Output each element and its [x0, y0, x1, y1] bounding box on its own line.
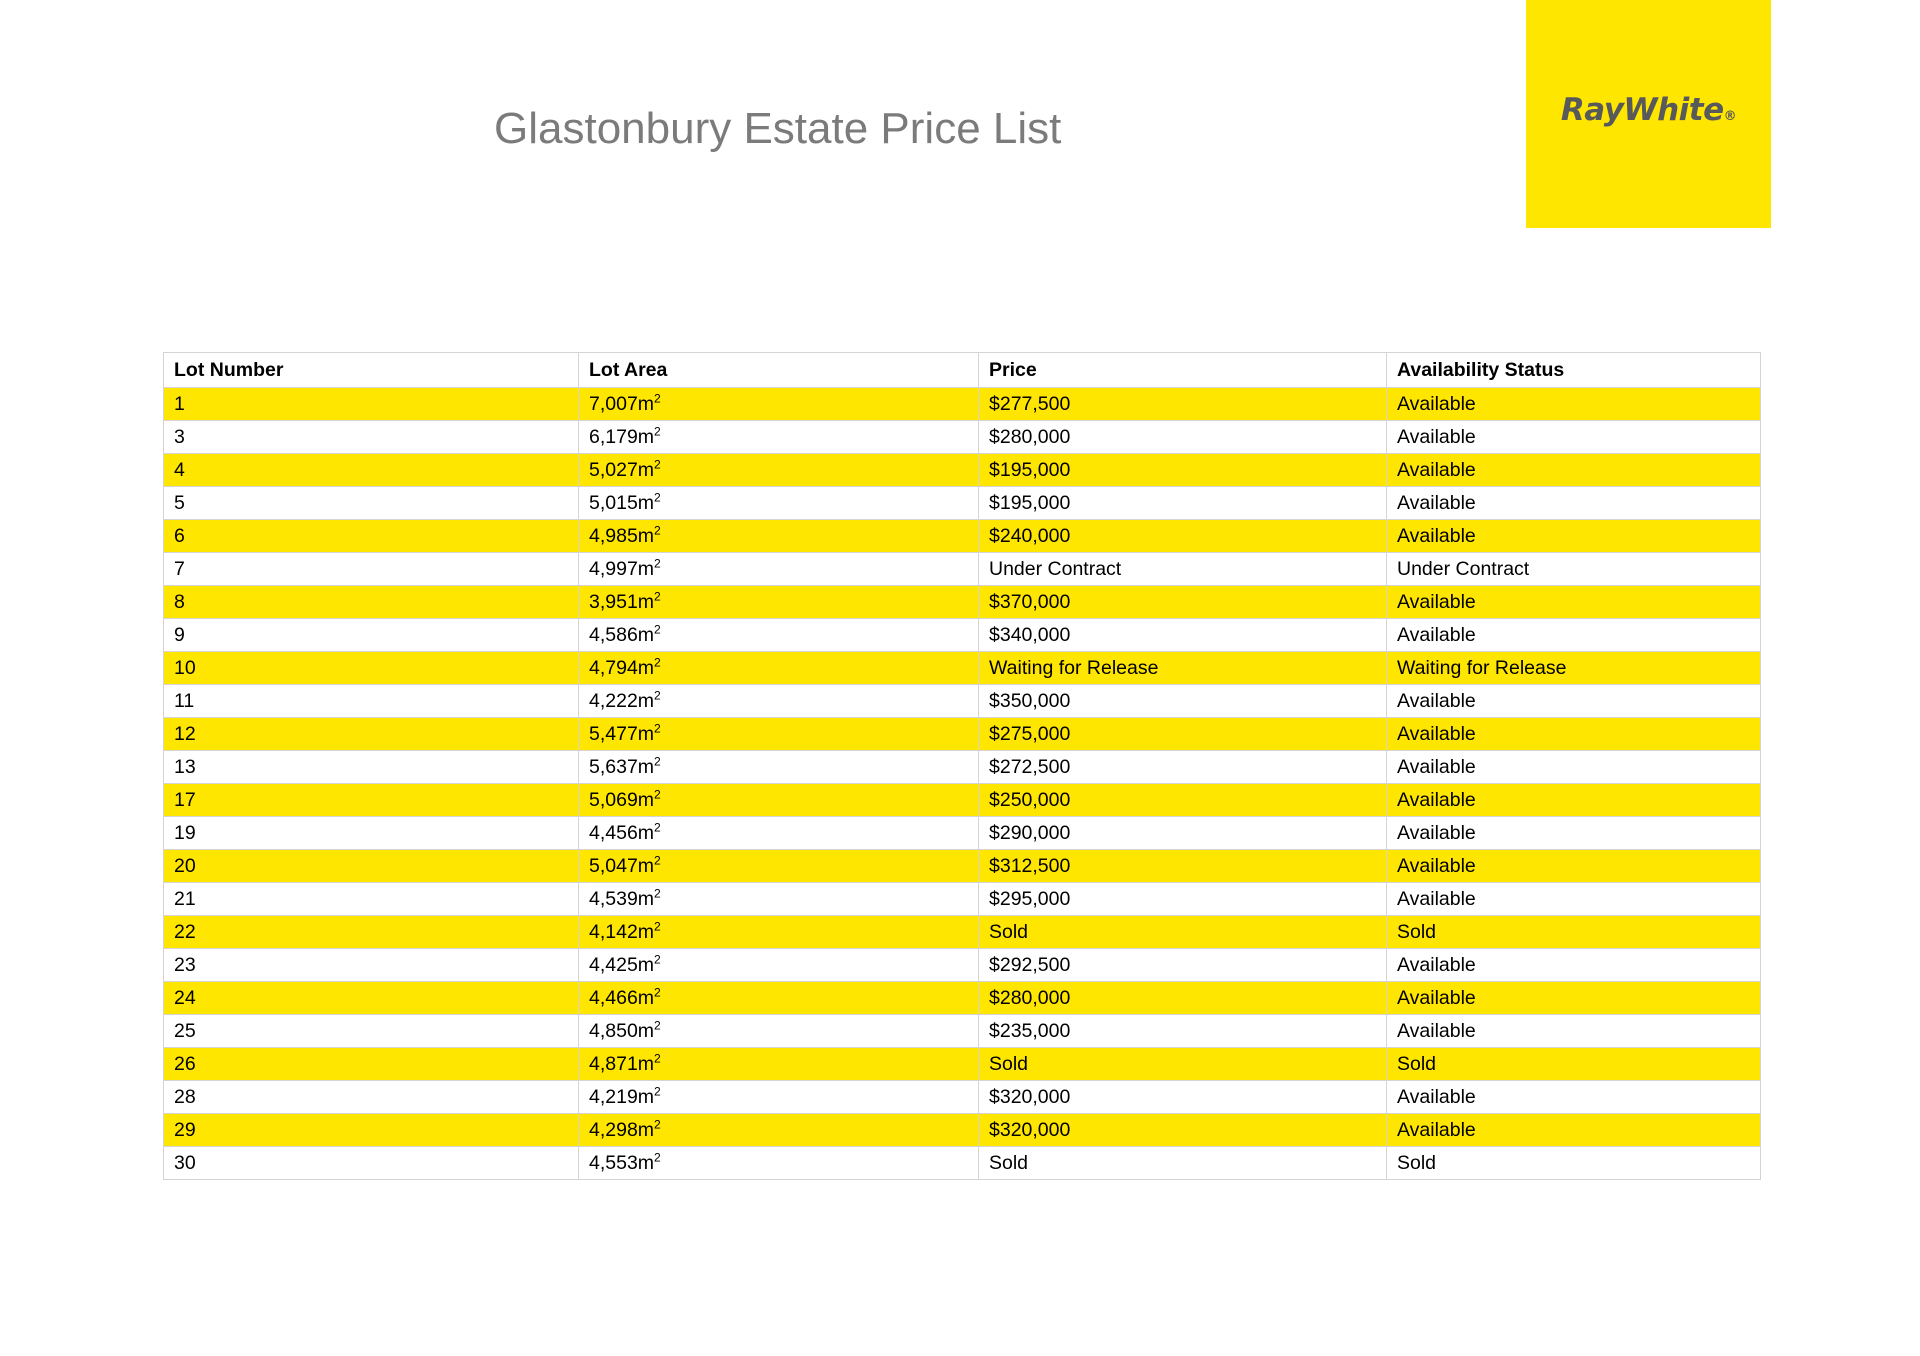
cell-lot-area	[579, 916, 979, 949]
lot-area-value: 5,027m	[589, 458, 655, 481]
cell-price: $350,000	[979, 685, 1387, 718]
cell-lot-number: 5	[164, 487, 579, 520]
cell-price: Under Contract	[979, 553, 1387, 586]
cell-lot-number: 4	[164, 454, 579, 487]
lot-area-unit-exponent: 2	[654, 787, 661, 802]
table-row	[164, 454, 1761, 487]
lot-area-unit-exponent: 2	[654, 424, 661, 439]
lot-area-value: 4,425m	[589, 953, 655, 976]
cell-lot-number: 23	[164, 949, 579, 982]
table-row	[164, 520, 1761, 553]
cell-lot-number: 17	[164, 784, 579, 817]
lot-area-value: 6,179m	[589, 425, 655, 448]
cell-price: Waiting for Release	[979, 652, 1387, 685]
cell-price: $280,000	[979, 982, 1387, 1015]
cell-lot-area	[579, 949, 979, 982]
cell-availability-status: Available	[1387, 949, 1761, 982]
cell-lot-area	[579, 388, 979, 421]
lot-area-value: 5,015m	[589, 491, 655, 514]
table-row	[164, 685, 1761, 718]
table-row	[164, 652, 1761, 685]
cell-price: $272,500	[979, 751, 1387, 784]
table-row	[164, 982, 1761, 1015]
cell-availability-status: Available	[1387, 718, 1761, 751]
cell-availability-status: Available	[1387, 388, 1761, 421]
cell-availability-status: Available	[1387, 487, 1761, 520]
cell-price: $250,000	[979, 784, 1387, 817]
cell-lot-number: 8	[164, 586, 579, 619]
table-row	[164, 619, 1761, 652]
cell-availability-status: Available	[1387, 982, 1761, 1015]
table-row	[164, 949, 1761, 982]
cell-price: Sold	[979, 1048, 1387, 1081]
cell-lot-number: 12	[164, 718, 579, 751]
table-row	[164, 388, 1761, 421]
cell-availability-status: Available	[1387, 751, 1761, 784]
lot-area-unit-exponent: 2	[654, 1150, 661, 1165]
cell-lot-number: 26	[164, 1048, 579, 1081]
cell-lot-area	[579, 751, 979, 784]
table-row	[164, 1081, 1761, 1114]
cell-lot-area	[579, 850, 979, 883]
lot-area-unit-exponent: 2	[654, 1051, 661, 1066]
cell-availability-status: Available	[1387, 817, 1761, 850]
cell-availability-status: Available	[1387, 850, 1761, 883]
cell-lot-area	[579, 817, 979, 850]
lot-area-unit-exponent: 2	[654, 490, 661, 505]
table-row	[164, 718, 1761, 751]
lot-area-value: 5,047m	[589, 854, 655, 877]
lot-area-unit-exponent: 2	[654, 1018, 661, 1033]
cell-availability-status: Sold	[1387, 1147, 1761, 1180]
lot-area-unit-exponent: 2	[654, 952, 661, 967]
lot-area-unit-exponent: 2	[654, 622, 661, 637]
cell-lot-number: 21	[164, 883, 579, 916]
lot-area-unit-exponent: 2	[654, 820, 661, 835]
table-row	[164, 850, 1761, 883]
cell-lot-area	[579, 586, 979, 619]
cell-lot-number: 11	[164, 685, 579, 718]
cell-lot-area	[579, 718, 979, 751]
table-row	[164, 751, 1761, 784]
cell-lot-area	[579, 784, 979, 817]
table-row	[164, 553, 1761, 586]
cell-lot-number: 10	[164, 652, 579, 685]
cell-lot-number: 7	[164, 553, 579, 586]
lot-area-value: 5,477m	[589, 722, 655, 745]
lot-area-value: 5,637m	[589, 755, 655, 778]
cell-lot-number: 3	[164, 421, 579, 454]
cell-lot-number: 19	[164, 817, 579, 850]
cell-price: $195,000	[979, 487, 1387, 520]
lot-area-unit-exponent: 2	[654, 523, 661, 538]
cell-availability-status: Available	[1387, 421, 1761, 454]
cell-lot-area	[579, 1015, 979, 1048]
cell-availability-status: Available	[1387, 1015, 1761, 1048]
table-row	[164, 1015, 1761, 1048]
cell-price: $370,000	[979, 586, 1387, 619]
lot-area-unit-exponent: 2	[654, 721, 661, 736]
cell-price: $235,000	[979, 1015, 1387, 1048]
lot-area-unit-exponent: 2	[654, 754, 661, 769]
cell-lot-number: 25	[164, 1015, 579, 1048]
table-row	[164, 784, 1761, 817]
lot-area-value: 4,794m	[589, 656, 655, 679]
ray-white-wordmark	[1561, 92, 1736, 128]
lot-area-unit-exponent: 2	[654, 589, 661, 604]
lot-area-value: 4,456m	[589, 821, 655, 844]
cell-lot-number: 30	[164, 1147, 579, 1180]
page-title: Glastonbury Estate Price List	[494, 104, 1062, 153]
cell-availability-status: Available	[1387, 520, 1761, 553]
table-row	[164, 487, 1761, 520]
table-row	[164, 586, 1761, 619]
cell-lot-area	[579, 553, 979, 586]
cell-availability-status: Available	[1387, 685, 1761, 718]
cell-availability-status: Sold	[1387, 916, 1761, 949]
cell-lot-number: 28	[164, 1081, 579, 1114]
cell-lot-area	[579, 454, 979, 487]
cell-price: $320,000	[979, 1081, 1387, 1114]
ray-white-logo-block	[1526, 0, 1771, 228]
cell-lot-number: 24	[164, 982, 579, 1015]
lot-area-value: 4,539m	[589, 887, 655, 910]
lot-area-value: 4,553m	[589, 1151, 655, 1174]
cell-availability-status: Waiting for Release	[1387, 652, 1761, 685]
cell-price: Sold	[979, 916, 1387, 949]
lot-area-unit-exponent: 2	[654, 556, 661, 571]
lot-area-value: 4,985m	[589, 524, 655, 547]
cell-lot-area	[579, 421, 979, 454]
cell-lot-area	[579, 883, 979, 916]
column-header-availability-status: Availability Status	[1387, 353, 1761, 388]
cell-lot-area	[579, 652, 979, 685]
cell-lot-area	[579, 619, 979, 652]
cell-lot-area	[579, 1114, 979, 1147]
lot-area-value: 4,850m	[589, 1019, 655, 1042]
cell-availability-status: Available	[1387, 1081, 1761, 1114]
lot-area-value: 4,466m	[589, 986, 655, 1009]
column-header-lot-number: Lot Number	[164, 353, 579, 388]
cell-lot-number: 29	[164, 1114, 579, 1147]
cell-availability-status: Sold	[1387, 1048, 1761, 1081]
cell-price: $292,500	[979, 949, 1387, 982]
cell-price: $280,000	[979, 421, 1387, 454]
cell-price: $277,500	[979, 388, 1387, 421]
lot-area-unit-exponent: 2	[654, 688, 661, 703]
price-table	[163, 352, 1761, 1180]
cell-availability-status: Available	[1387, 586, 1761, 619]
lot-area-unit-exponent: 2	[654, 655, 661, 670]
cell-availability-status: Available	[1387, 1114, 1761, 1147]
lot-area-unit-exponent: 2	[654, 886, 661, 901]
lot-area-value: 4,298m	[589, 1118, 655, 1141]
cell-lot-area	[579, 520, 979, 553]
cell-availability-status: Available	[1387, 784, 1761, 817]
table-header-row	[164, 353, 1761, 388]
cell-lot-number: 13	[164, 751, 579, 784]
cell-lot-number: 20	[164, 850, 579, 883]
cell-lot-number: 1	[164, 388, 579, 421]
cell-lot-number: 6	[164, 520, 579, 553]
lot-area-unit-exponent: 2	[654, 919, 661, 934]
column-header-price: Price	[979, 353, 1387, 388]
cell-lot-number: 22	[164, 916, 579, 949]
lot-area-value: 4,871m	[589, 1052, 655, 1075]
table-row	[164, 421, 1761, 454]
lot-area-value: 7,007m	[589, 392, 655, 415]
cell-price: $240,000	[979, 520, 1387, 553]
cell-lot-area	[579, 685, 979, 718]
cell-availability-status: Available	[1387, 619, 1761, 652]
lot-area-unit-exponent: 2	[654, 1084, 661, 1099]
column-header-lot-area: Lot Area	[579, 353, 979, 388]
lot-area-unit-exponent: 2	[654, 853, 661, 868]
cell-price: $295,000	[979, 883, 1387, 916]
cell-price: $195,000	[979, 454, 1387, 487]
cell-lot-area	[579, 487, 979, 520]
lot-area-value: 4,997m	[589, 557, 655, 580]
cell-lot-area	[579, 1081, 979, 1114]
lot-area-unit-exponent: 2	[654, 985, 661, 1000]
lot-area-value: 4,586m	[589, 623, 655, 646]
cell-lot-number: 9	[164, 619, 579, 652]
table-row	[164, 1114, 1761, 1147]
lot-area-unit-exponent: 2	[654, 1117, 661, 1132]
cell-lot-area	[579, 1048, 979, 1081]
cell-lot-area	[579, 982, 979, 1015]
lot-area-value: 5,069m	[589, 788, 655, 811]
lot-area-value: 3,951m	[589, 590, 655, 613]
cell-price: Sold	[979, 1147, 1387, 1180]
cell-price: $290,000	[979, 817, 1387, 850]
table-row	[164, 883, 1761, 916]
cell-availability-status: Under Contract	[1387, 553, 1761, 586]
cell-price: $320,000	[979, 1114, 1387, 1147]
brand-name: RayWhite	[1560, 92, 1724, 128]
cell-availability-status: Available	[1387, 454, 1761, 487]
lot-area-unit-exponent: 2	[654, 457, 661, 472]
cell-availability-status: Available	[1387, 883, 1761, 916]
registered-mark: ®	[1723, 109, 1737, 124]
table-body	[164, 388, 1761, 1180]
cell-lot-area	[579, 1147, 979, 1180]
lot-area-value: 4,219m	[589, 1085, 655, 1108]
table-row	[164, 1048, 1761, 1081]
table-row	[164, 817, 1761, 850]
lot-area-unit-exponent: 2	[654, 391, 661, 406]
lot-area-value: 4,142m	[589, 920, 655, 943]
table-row	[164, 1147, 1761, 1180]
lot-area-value: 4,222m	[589, 689, 655, 712]
cell-price: $275,000	[979, 718, 1387, 751]
cell-price: $340,000	[979, 619, 1387, 652]
table-row	[164, 916, 1761, 949]
cell-price: $312,500	[979, 850, 1387, 883]
